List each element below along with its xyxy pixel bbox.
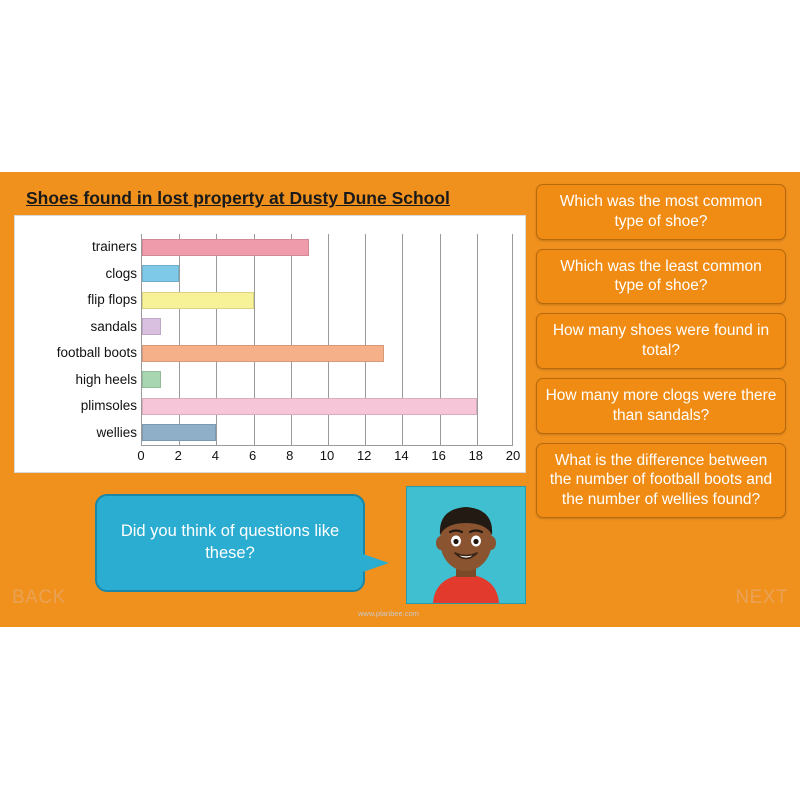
speech-bubble	[95, 494, 365, 592]
question-card-list	[536, 184, 786, 527]
watermark: www.planbee.com	[358, 609, 419, 618]
x-axis-tick-label: 4	[211, 448, 220, 463]
x-axis-tick-label: 6	[248, 448, 257, 463]
boy-avatar-icon	[407, 487, 525, 603]
bar	[142, 239, 309, 256]
x-axis-tick-label: 18	[468, 448, 484, 463]
x-axis-tick-label: 10	[319, 448, 335, 463]
bar	[142, 265, 179, 282]
category-label: high heels	[75, 371, 137, 387]
back-button[interactable]: BACK	[12, 587, 66, 608]
category-label: trainers	[91, 239, 137, 255]
question-card[interactable]: Which was the most common type of shoe?	[536, 184, 786, 240]
bar	[142, 345, 384, 362]
category-label: sandals	[90, 318, 137, 334]
chart-title: Shoes found in lost property at Dusty Dune School	[26, 188, 450, 208]
x-axis-tick-label: 2	[174, 448, 182, 463]
bars-container	[141, 234, 513, 446]
question-card[interactable]: How many shoes were found in total?	[536, 313, 786, 369]
question-card[interactable]: Which was the least common type of shoe?	[536, 249, 786, 305]
x-axis-tick-label: 8	[286, 448, 294, 463]
x-axis-tick-label: 0	[137, 448, 145, 463]
next-button[interactable]: NEXT	[735, 587, 788, 608]
chart-plot-area	[14, 215, 526, 473]
category-label: plimsoles	[80, 398, 137, 414]
slide-canvas	[0, 172, 800, 627]
x-axis-tick-label: 20	[505, 448, 521, 463]
gridline	[477, 234, 478, 445]
x-axis-tick-label: 14	[394, 448, 409, 463]
character-illustration	[406, 486, 526, 604]
question-card[interactable]: What is the difference between the number of football boots and the number of wellies found?	[536, 443, 786, 518]
speech-bubble-tail	[363, 554, 389, 572]
category-label: clogs	[105, 265, 137, 281]
speech-bubble-text: Did you think of questions like these?	[120, 522, 340, 562]
category-label: flip flops	[87, 292, 137, 308]
x-axis-tick-label: 16	[431, 448, 446, 463]
bar	[142, 292, 254, 309]
category-label: wellies	[96, 424, 137, 440]
question-card[interactable]: How many more clogs were there than sandals?	[536, 378, 786, 434]
category-axis-labels	[15, 234, 137, 446]
bar	[142, 424, 216, 441]
category-label: football boots	[56, 345, 137, 361]
chart-panel	[14, 188, 526, 478]
bar	[142, 318, 161, 335]
x-axis-tick-label: 12	[356, 448, 372, 463]
bar	[142, 398, 477, 415]
bar	[142, 371, 161, 388]
